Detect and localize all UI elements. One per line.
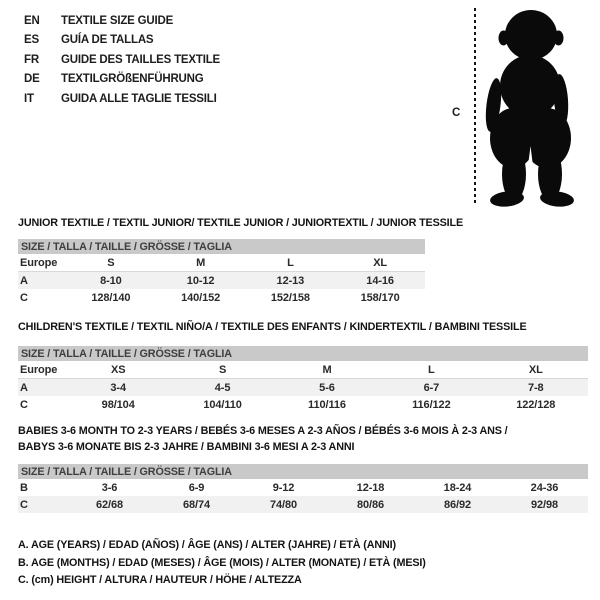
language-row [24, 50, 220, 70]
footnote-c: C. (cm) HEIGHT / ALTURA / HAUTEUR / HÖHE / ALTEZZA [18, 574, 302, 586]
language-row [24, 70, 220, 90]
table-cell: L [246, 254, 336, 272]
language-row [24, 11, 220, 31]
table-cell: 9-12 [272, 481, 295, 494]
language-code: IT [24, 92, 34, 105]
table-cell: 6-9 [188, 481, 205, 494]
table-row-height [18, 289, 425, 306]
table-cell: 3-6 [101, 481, 118, 494]
height-measure-dashed-line [474, 8, 476, 206]
table-cell: 18-24 [443, 481, 472, 494]
junior-table-title: JUNIOR TEXTILE / TEXTIL JUNIOR/ TEXTILE JUNIOR / JUNIORTEXTIL / JUNIOR TESSILE [18, 217, 464, 229]
table-row-age-months [18, 479, 588, 496]
table-cell: 4-5 [170, 379, 274, 397]
language-code: ES [24, 34, 39, 47]
size-header-bar [18, 346, 588, 361]
table-cell: 10-12 [156, 272, 246, 290]
table-cell: XL [335, 254, 425, 272]
table-cell: 12-18 [356, 481, 385, 494]
childrens-size-table [18, 346, 588, 413]
table-cell: 6-7 [379, 379, 483, 397]
language-title: TEXTILGRÖßENFÜHRUNG [61, 73, 204, 86]
footnote-b: B. AGE (MONTHS) / EDAD (MESES) / ÂGE (MOIS) / ALTER (MONATE) / ETÀ (MESI) [18, 556, 426, 569]
table-cell: 14-16 [335, 272, 425, 290]
language-row [24, 89, 220, 109]
babies-title-line1: BABIES 3-6 MONTH TO 2-3 YEARS / BEBÉS 3-6 MESES A 2-3 AÑOS / BÉBÉS 3-6 MOIS À 2-3 ANS / [18, 425, 508, 437]
language-title-list [24, 11, 220, 109]
row-label: C [18, 496, 66, 513]
size-header-bar [18, 239, 425, 254]
table-cell: 92/98 [501, 496, 588, 513]
table-cell: 152/158 [270, 291, 310, 304]
table-cell: S [66, 254, 156, 272]
row-label: Europe [18, 361, 66, 379]
table-cell: 12-13 [246, 272, 336, 290]
row-label: Europe [18, 254, 66, 272]
table-cell: 62/68 [66, 496, 153, 513]
language-title: GUÍA DE TALLAS [61, 34, 154, 47]
table-cell: 158/170 [360, 291, 400, 304]
language-title: TEXTILE SIZE GUIDE [61, 14, 174, 27]
table-row-age [18, 379, 588, 397]
table-cell: XS [66, 361, 170, 379]
table-cell: 140/152 [181, 291, 221, 304]
table-cell: M [156, 254, 246, 272]
table-cell: 74/80 [240, 496, 327, 513]
size-header-label: SIZE / TALLA / TAILLE / GRÖSSE / TAGLIA [18, 346, 588, 361]
table-cell: 98/104 [101, 398, 135, 411]
footnote-legend [18, 537, 426, 590]
table-cell: 80/86 [327, 496, 414, 513]
table-cell: 3-4 [66, 379, 170, 397]
size-header-label: SIZE / TALLA / TAILLE / GRÖSSE / TAGLIA [18, 239, 425, 254]
babies-size-table [18, 464, 588, 513]
table-cell: 68/74 [153, 496, 240, 513]
language-title: GUIDE DES TAILLES TEXTILE [61, 53, 220, 66]
row-label: C [20, 291, 28, 304]
table-cell: L [379, 361, 483, 379]
toddler-silhouette-icon [478, 8, 575, 208]
table-row-europe [18, 361, 588, 379]
table-row-height [18, 496, 588, 513]
babies-table-title [18, 424, 588, 455]
babies-title-line2: BABYS 3-6 MONATE BIS 2-3 JAHRE / BAMBINI 3-6 MESI A 2-3 ANNI [18, 440, 355, 453]
row-label: A [18, 379, 66, 397]
table-cell: XL [484, 361, 588, 379]
table-cell: 122/128 [516, 398, 556, 411]
childrens-table-title: CHILDREN'S TEXTILE / TEXTIL NIÑO/A / TEXTILE DES ENFANTS / KINDERTEXTIL / BAMBINI TESSILE [18, 321, 527, 333]
language-code: FR [24, 53, 39, 66]
babies-textile-section [18, 424, 588, 513]
language-code: DE [24, 73, 40, 86]
table-cell: 116/122 [412, 398, 451, 411]
table-cell: 24-36 [530, 481, 559, 494]
table-row-europe [18, 254, 425, 272]
junior-size-table [18, 239, 425, 306]
size-header-bar [18, 464, 588, 479]
language-title: GUIDA ALLE TAGLIE TESSILI [61, 92, 217, 105]
junior-textile-section [18, 217, 464, 306]
table-cell: 8-10 [66, 272, 156, 290]
language-row [24, 31, 220, 51]
table-cell: 7-8 [484, 379, 588, 397]
table-cell: 128/140 [91, 291, 131, 304]
childrens-textile-section [18, 321, 588, 413]
row-label: B [20, 481, 28, 494]
footnote-a: A. AGE (YEARS) / EDAD (AÑOS) / ÂGE (ANS) / ALTER (JAHRE) / ETÀ (ANNI) [18, 539, 396, 551]
language-code: EN [24, 14, 40, 27]
table-cell: S [170, 361, 274, 379]
table-cell: 104/110 [203, 398, 242, 411]
size-header-label: SIZE / TALLA / TAILLE / GRÖSSE / TAGLIA [18, 464, 588, 479]
height-measure-label: C [452, 107, 461, 119]
table-row-age [18, 272, 425, 290]
row-label: C [20, 398, 28, 411]
table-cell: 5-6 [275, 379, 379, 397]
table-cell: 110/116 [308, 398, 346, 411]
table-row-height [18, 396, 588, 413]
row-label: A [18, 272, 66, 290]
table-cell: M [275, 361, 379, 379]
table-cell: 86/92 [414, 496, 501, 513]
